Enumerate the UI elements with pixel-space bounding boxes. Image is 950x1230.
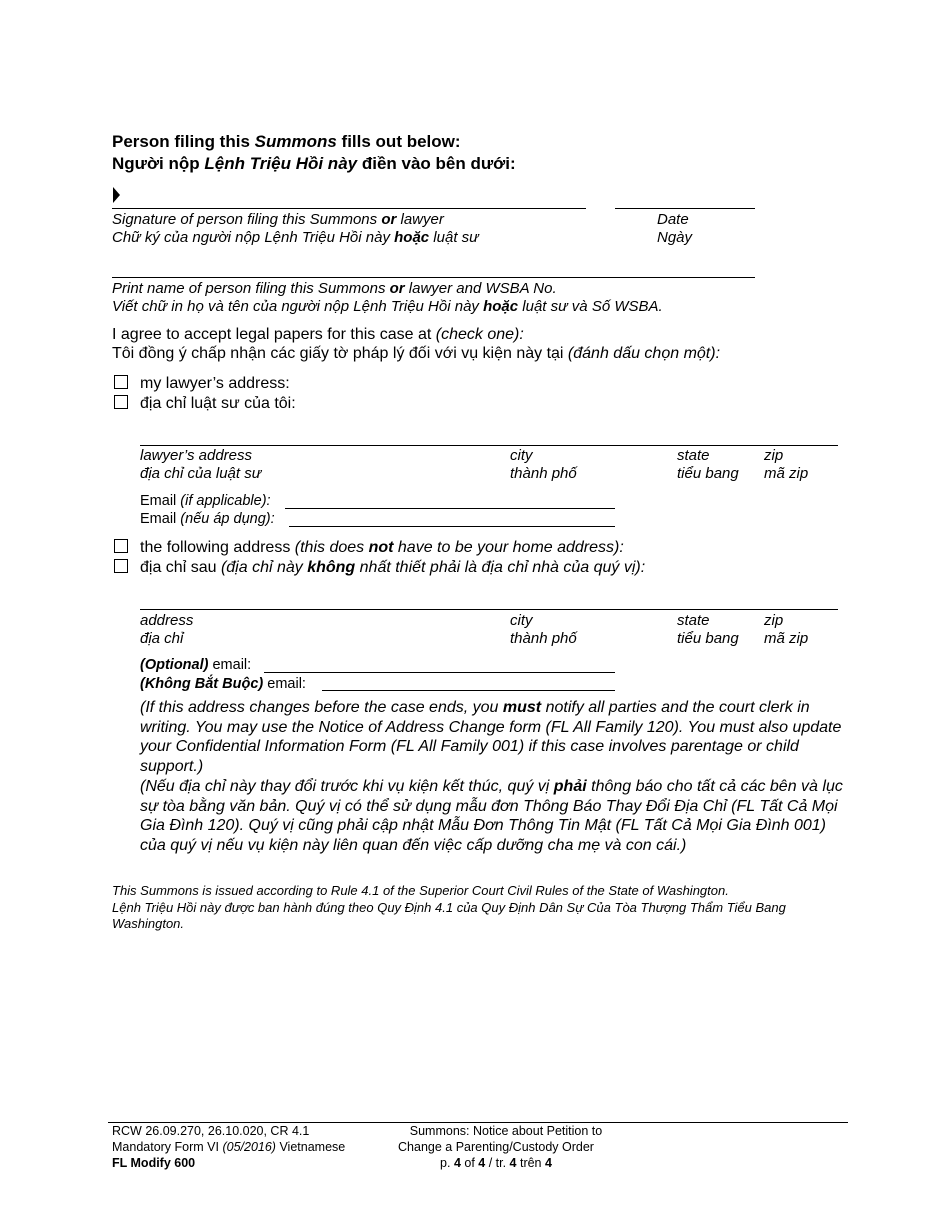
label-text: Viết chữ in họ và tên của người nộp Lệnh Triệu Hồi này	[112, 298, 484, 315]
label-text-em: (nếu áp dụng):	[180, 511, 275, 527]
label-bold: hoặc	[483, 298, 519, 315]
field-label-state-en: state	[677, 612, 710, 629]
footer-form-id: FL Modify 600	[112, 1156, 196, 1170]
label-bold: or	[389, 280, 405, 297]
field-label-state-vi: tiểu bang	[677, 465, 739, 482]
field-label-address-vi: địa chỉ	[140, 630, 184, 647]
sign-here-arrow-icon	[113, 187, 120, 203]
following-address-option-vi	[140, 558, 645, 577]
agree-en	[112, 325, 524, 344]
field-label-address-vi: địa chỉ của luật sư	[140, 465, 262, 482]
label-text: Print name of person filing this Summons	[112, 280, 390, 297]
field-label-zip-vi: mã zip	[764, 630, 809, 647]
notice-bold: phải	[553, 778, 587, 795]
header-text-em: Summons	[254, 132, 337, 151]
signature-field[interactable]	[112, 208, 586, 209]
header-text: fills out below:	[336, 132, 461, 151]
lawyer-address-option-vi: địa chỉ luật sư của tôi:	[140, 395, 296, 412]
label-bold: (Optional)	[140, 657, 209, 673]
option-text: the following address	[140, 539, 295, 556]
field-label-state-vi: tiểu bang	[677, 630, 739, 647]
footer-text: Vietnamese	[275, 1140, 346, 1154]
page-num: 4	[453, 1156, 461, 1170]
page-num: 4	[509, 1156, 517, 1170]
lawyer-email-label-vi	[140, 510, 275, 528]
footer-page-number	[360, 1156, 632, 1171]
date-label-vi: Ngày	[657, 229, 693, 246]
field-label-city-vi: thành phố	[510, 465, 577, 482]
footer-divider	[108, 1122, 848, 1123]
option-text-em: nhất thiết phải là địa chỉ nhà của quý vị):	[355, 559, 646, 576]
field-label-state-en: state	[677, 447, 710, 464]
notice-text: thông báo cho tất cả các bên và lục sự tòa bằng văn bản. Quý vị có thể sử dụng mẫu đơn Thông Báo Thay Đổi Địa Chỉ (FL Tất Cả Mọi Gia Đình 120). Quý vị cũng phải cập nhật Mẫu Đơn Thông Tin Mật (FL Tất Cả Mọi Gia Đình 001) của quý vị nếu vụ kiện này liên quan đến việc cấp dưỡng cha mẹ và con cái.)	[140, 778, 843, 854]
lawyer-email-field[interactable]	[285, 508, 615, 509]
address-change-notice-vi	[140, 777, 845, 855]
lawyer-address-checkbox-vi[interactable]	[114, 395, 128, 409]
agree-text-em: (đánh dấu chọn một):	[567, 345, 721, 362]
following-address-checkbox[interactable]	[114, 539, 128, 553]
agree-vi	[112, 344, 720, 363]
lawyer-address-checkbox[interactable]	[114, 375, 128, 389]
label-text: Email	[140, 511, 181, 527]
agree-text: Tôi đồng ý chấp nhận các giấy tờ pháp lý đối với vụ kiện này tại	[112, 345, 568, 362]
footer-rcw: RCW 26.09.270, 26.10.020, CR 4.1	[112, 1124, 310, 1138]
header-line-en	[112, 131, 461, 152]
notice-bold: must	[502, 699, 542, 716]
signature-label-en	[112, 211, 444, 229]
label-text: Email	[140, 493, 181, 509]
header-text: điền vào bên dưới:	[357, 154, 516, 173]
label-text: luật sư	[429, 229, 479, 246]
optional-email-field-vi[interactable]	[322, 690, 615, 691]
notice-text: (Nếu địa chỉ này thay đổi trước khi vụ kiện kết thúc, quý vị	[140, 778, 554, 795]
print-name-label-vi	[112, 298, 663, 316]
header-text-em: Lệnh Triệu Hồi này	[204, 154, 358, 173]
date-label-en: Date	[657, 211, 689, 228]
date-field[interactable]	[615, 208, 755, 209]
agree-text: I agree to accept legal papers for this case at	[112, 326, 436, 343]
label-text: email:	[263, 676, 306, 692]
notice-text: notify all parties and the court clerk in writing. You may use the Notice of Address Change form (FL All Family 120). You must also update your Confidential Information Form (FL All Family 001) if this case involves parentage or child support.)	[140, 699, 842, 775]
following-address-checkbox-vi[interactable]	[114, 559, 128, 573]
lawyer-email-field-vi[interactable]	[289, 526, 615, 527]
rule-note-vi: Lệnh Triệu Hồi này được ban hành đúng theo Quy Định 4.1 của Quy Định Dân Sự Của Tòa Thượng Thẩm Tiểu Bang Washington.	[112, 900, 786, 931]
print-name-label-en	[112, 280, 557, 298]
footer-title-2: Change a Parenting/Custody Order	[398, 1140, 594, 1154]
page-text: / tr.	[485, 1156, 510, 1170]
field-label-zip-en: zip	[764, 612, 784, 629]
header-text: Person filing this	[112, 132, 255, 151]
footer-title-1: Summons: Notice about Petition to	[409, 1124, 603, 1138]
footer-text: Mandatory Form VI	[112, 1140, 223, 1154]
lawyer-email-label-en	[140, 492, 271, 510]
field-label-zip-vi: mã zip	[764, 465, 809, 482]
label-bold: hoặc	[394, 229, 430, 246]
rule-note-en: This Summons is issued according to Rule 4.1 of the Superior Court Civil Rules of the State of Washington.	[112, 883, 729, 898]
label-text: luật sư và Số WSBA.	[518, 298, 663, 315]
field-label-zip-en: zip	[764, 447, 784, 464]
page-text: of	[460, 1156, 479, 1170]
page-text: trên	[516, 1156, 545, 1170]
field-label-address-en: lawyer’s address	[140, 447, 252, 464]
page-text: p.	[440, 1156, 454, 1170]
print-name-field[interactable]	[112, 277, 755, 278]
notice-text: (If this address changes before the case ends, you	[140, 699, 503, 716]
lawyer-address-option-en: my lawyer’s address:	[140, 375, 290, 392]
page-total: 4	[545, 1156, 552, 1170]
field-label-city-vi: thành phố	[510, 630, 577, 647]
option-text-em: have to be your home address):	[393, 539, 624, 556]
address-change-notice-en	[140, 698, 845, 776]
option-text-bold: không	[307, 559, 356, 576]
optional-email-label-vi	[140, 675, 306, 693]
header-text: Người nộp	[112, 154, 205, 173]
optional-email-field[interactable]	[264, 672, 615, 673]
lawyer-address-field[interactable]	[140, 445, 838, 446]
label-bold: (Không Bắt Buộc)	[140, 676, 264, 692]
option-text-em: (this does	[294, 539, 369, 556]
following-address-field[interactable]	[140, 609, 838, 610]
option-text-bold: not	[368, 539, 394, 556]
footer-form-version	[112, 1140, 345, 1155]
label-text: Signature of person filing this Summons	[112, 211, 382, 228]
label-text: Chữ ký của người nộp Lệnh Triệu Hồi này	[112, 229, 395, 246]
label-text: lawyer and WSBA No.	[404, 280, 557, 297]
label-text: lawyer	[396, 211, 444, 228]
footer-text-em: (05/2016)	[222, 1140, 276, 1154]
page-total: 4	[478, 1156, 486, 1170]
label-text-em: (if applicable):	[180, 493, 271, 509]
field-label-city-en: city	[510, 612, 533, 629]
field-label-city-en: city	[510, 447, 533, 464]
label-bold: or	[381, 211, 397, 228]
option-text: địa chỉ sau	[140, 559, 221, 576]
agree-text-em: (check one):	[435, 326, 524, 343]
label-text: email:	[208, 657, 252, 673]
signature-label-vi	[112, 229, 479, 247]
following-address-option-en	[140, 538, 624, 557]
optional-email-label-en	[140, 656, 251, 674]
header-line-vi	[112, 153, 516, 174]
field-label-address-en: address	[140, 612, 194, 629]
option-text-em: (địa chỉ này	[220, 559, 308, 576]
